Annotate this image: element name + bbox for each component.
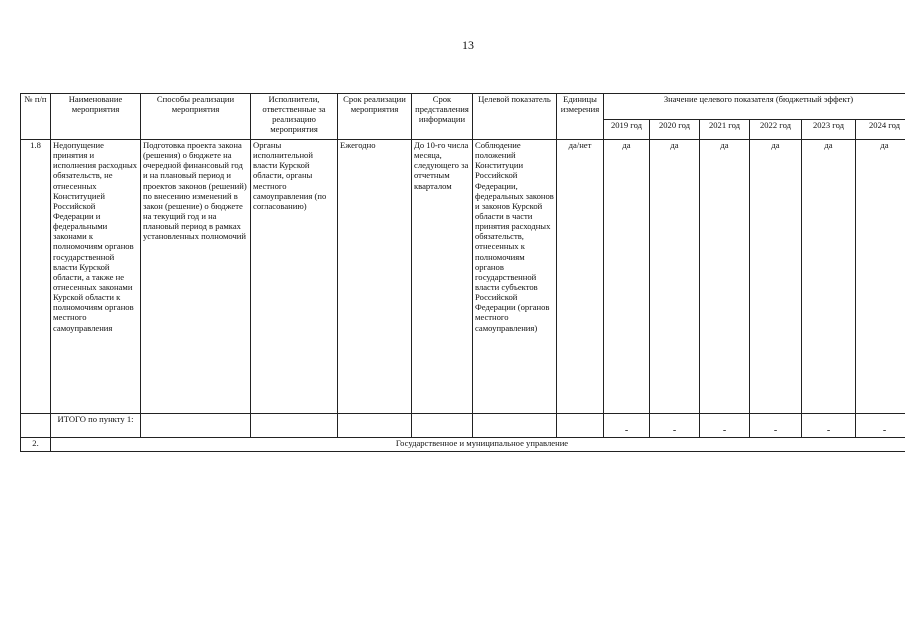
row-name: Недопущение принятия и исполнения расходных обязательств, не отнесенных Конституцией Российской Федерации и федеральными законами к полномочиям органов государственной власти Курской области, а также не отнесенных законами Курской области к полномочиям органов местного самоуправления xyxy=(51,140,141,414)
row-value: да xyxy=(700,140,750,414)
total-label: ИТОГО по пункту 1: xyxy=(51,414,141,438)
row-value: да xyxy=(604,140,650,414)
header-target: Целевой показатель xyxy=(473,94,557,140)
header-executors: Исполнители, ответственные за реализацию мероприятия xyxy=(251,94,338,140)
header-num: № п/п xyxy=(21,94,51,140)
total-empty xyxy=(141,414,251,438)
header-year: 2020 год xyxy=(650,120,700,140)
section-row xyxy=(21,438,905,452)
table-row xyxy=(21,140,905,414)
header-year: 2019 год xyxy=(604,120,650,140)
total-value: - xyxy=(604,414,650,438)
total-empty xyxy=(412,414,473,438)
row-report: До 10-го числа месяца, следующего за отчетным кварталом xyxy=(412,140,473,414)
total-value: - xyxy=(650,414,700,438)
row-executors: Органы исполнительной власти Курской области, органы местного самоуправления (по согласованию) xyxy=(251,140,338,414)
row-unit: да/нет xyxy=(557,140,604,414)
row-target: Соблюдение положений Конституции Российской Федерации, федеральных законов и законов Курской области в части принятия расходных обязательств, отнесенных к полномочиям органов государственной власти субъектов Российской Федерации (органов местного самоуправления) xyxy=(473,140,557,414)
row-value: да xyxy=(856,140,905,414)
total-value: - xyxy=(802,414,856,438)
header-unit: Единицы измерения xyxy=(557,94,604,140)
row-methods: Подготовка проекта закона (решения) о бюджете на очередной финансовый год и на плановый период и проектов законов (решений) по внесению изменений в закон (решение) о бюджете на текущий год и на плановый период в рамках установленных полномочий xyxy=(141,140,251,414)
header-methods: Способы реализации мероприятия xyxy=(141,94,251,140)
total-row xyxy=(21,414,905,438)
header-year: 2022 год xyxy=(750,120,802,140)
total-value: - xyxy=(700,414,750,438)
total-empty xyxy=(557,414,604,438)
row-value: да xyxy=(650,140,700,414)
total-value: - xyxy=(750,414,802,438)
section-title: Государственное и муниципальное управление xyxy=(51,438,905,452)
measures-table xyxy=(20,93,905,452)
header-term: Срок реализации мероприятия xyxy=(338,94,412,140)
total-empty xyxy=(251,414,338,438)
row-num: 1.8 xyxy=(21,140,51,414)
header-row-1 xyxy=(21,94,905,120)
row-value: да xyxy=(750,140,802,414)
total-value: - xyxy=(856,414,905,438)
header-year: 2023 год xyxy=(802,120,856,140)
header-year: 2024 год xyxy=(856,120,905,140)
header-name: Наименование мероприятия xyxy=(51,94,141,140)
page-number: 13 xyxy=(462,38,474,52)
header-year: 2021 год xyxy=(700,120,750,140)
header-report: Срок представления информации xyxy=(412,94,473,140)
row-term: Ежегодно xyxy=(338,140,412,414)
section-num: 2. xyxy=(21,438,51,452)
total-empty xyxy=(21,414,51,438)
row-value: да xyxy=(802,140,856,414)
total-empty xyxy=(338,414,412,438)
total-empty xyxy=(473,414,557,438)
header-value-group: Значение целевого показателя (бюджетный эффект) xyxy=(604,94,905,120)
